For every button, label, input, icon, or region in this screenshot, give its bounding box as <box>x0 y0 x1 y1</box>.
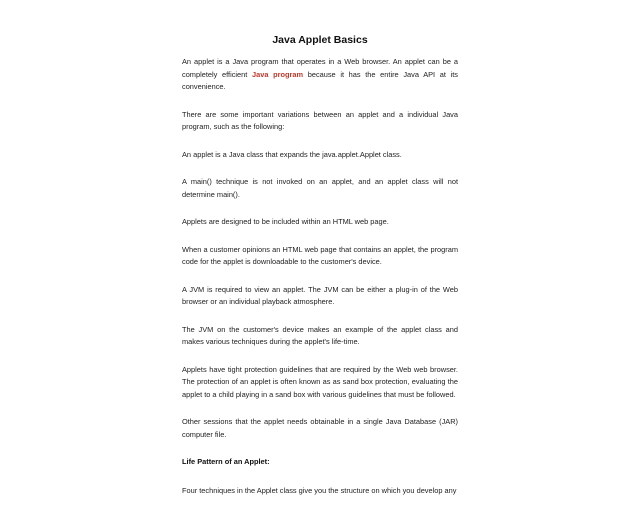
document-body <box>182 56 458 512</box>
paragraph-closing: Four techniques in the Applet class give you the structure on which you develop any <box>182 485 457 495</box>
paragraph-html-page: Applets are designed to be included within an HTML web page. <box>182 217 389 226</box>
paragraph-main-technique: A main() technique is not invoked on an applet, and an applet class will not determine main(). <box>182 177 458 199</box>
page-title: Java Applet Basics <box>272 34 368 46</box>
paragraph-jvm-required: A JVM is required to view an applet. The JVM can be either a plug-in of the Web browser or an individual playback atmosphere. <box>182 284 458 306</box>
paragraph-applet-class: An applet is a Java class that expands the java.applet.Applet class. <box>182 149 402 159</box>
section-heading: Life Pattern of an Applet: <box>182 457 270 466</box>
intro-paragraph <box>182 56 458 94</box>
paragraph-customer-opinions: When a customer opinions an HTML web page that contains an applet, the program code for the applet is downloadable to the customer's device. <box>182 244 458 266</box>
paragraph-variations: There are some important variations between an applet and a individual Java program, such as the following: <box>182 109 458 131</box>
paragraph-jar-file: Other sessions that the applet needs obtainable in a single Java Database (JAR) computer file. <box>182 417 458 439</box>
paragraph-jvm-device: The JVM on the customer's device makes an example of the applet class and makes various techniques during the applet's life-time. <box>182 324 458 346</box>
java-program-link[interactable]: Java program <box>251 69 304 79</box>
intro-text-after-link: because it has the entire Java API at its convenience. <box>182 69 458 91</box>
paragraph-protection: Applets have tight protection guidelines that are required by the Web web browser. The protection of an applet is often known as as sand box protection, evaluating the applet to a child playing in a sand box with various guidelines that must be followed. <box>182 364 458 399</box>
intro-text-before-link: An applet is a Java program that operates in a Web browser. An applet can be a completely efficient <box>182 57 458 79</box>
